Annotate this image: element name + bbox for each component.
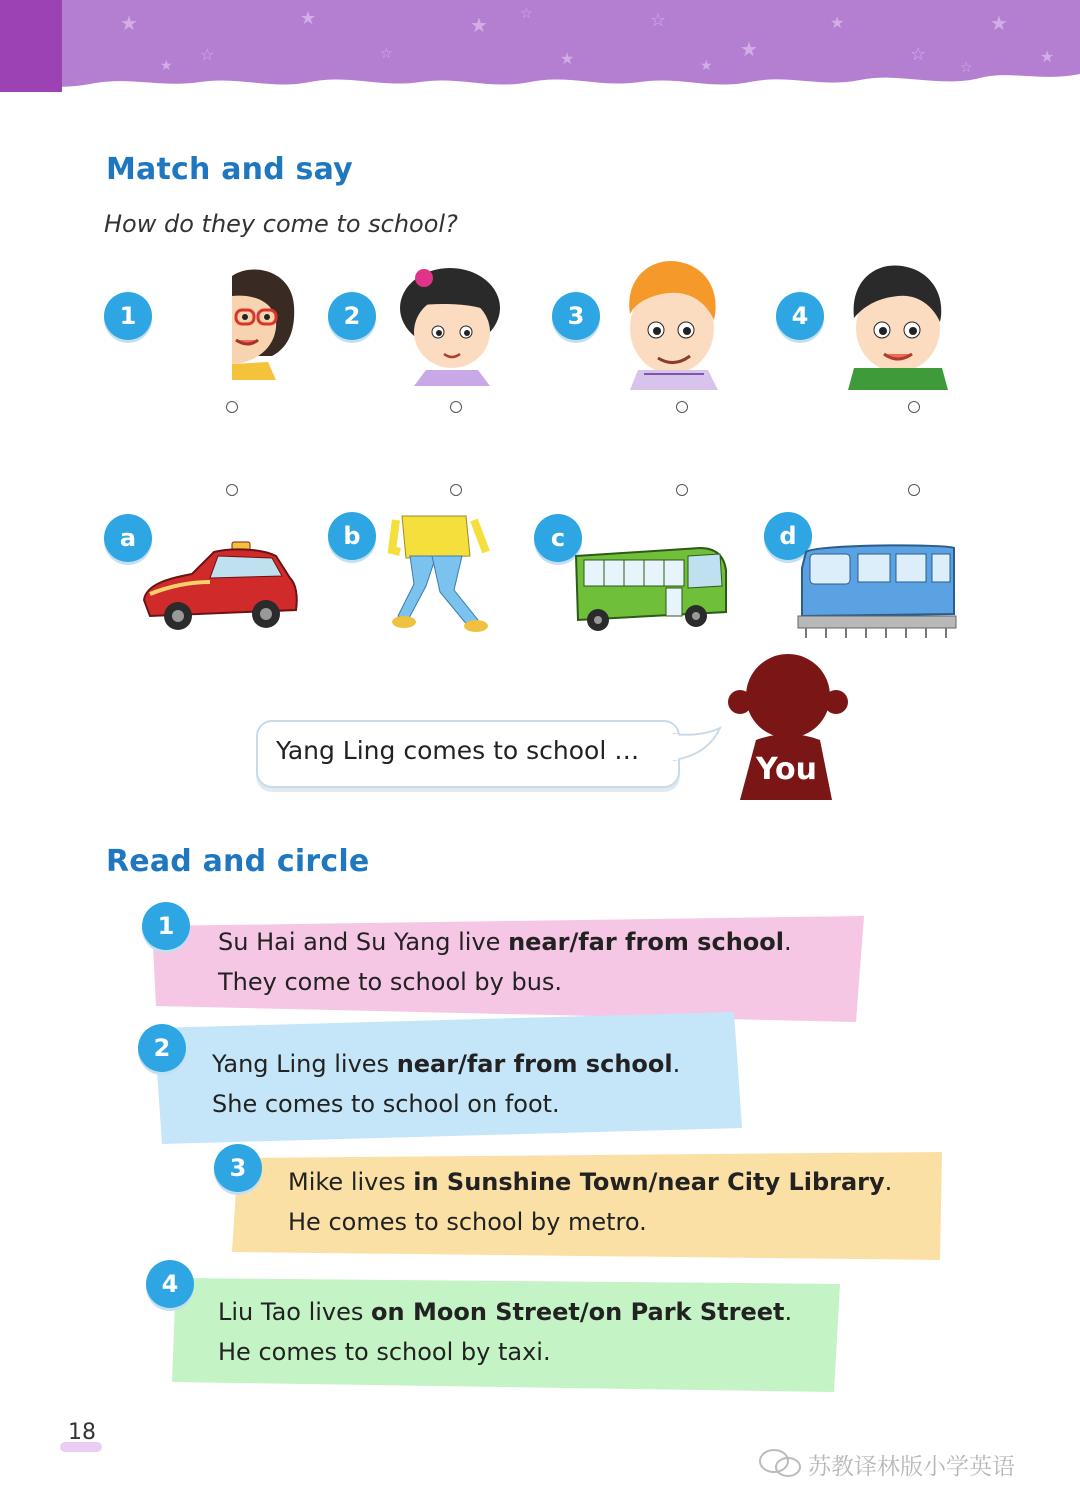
choice-3[interactable]: in Sunshine Town/near City Library — [413, 1168, 885, 1196]
match-dot-person-3[interactable] — [676, 401, 688, 413]
choice-2[interactable]: near/far from school — [396, 1050, 673, 1078]
match-dot-transport-d[interactable] — [908, 484, 920, 496]
transport-letter-a: a — [104, 514, 152, 562]
sentence-number-3: 3 — [214, 1144, 262, 1192]
sentence-4-line-2: He comes to school by taxi. — [218, 1338, 551, 1366]
match-dot-transport-c[interactable] — [676, 484, 688, 496]
page-number: 18 — [68, 1420, 96, 1445]
sentence-number-2: 2 — [138, 1024, 186, 1072]
sentence-3-line-1: Mike lives in Sunshine Town/near City Library. — [288, 1168, 893, 1196]
match-dot-transport-a[interactable] — [226, 484, 238, 496]
match-dot-person-4[interactable] — [908, 401, 920, 413]
svg-text:★: ★ — [300, 8, 317, 29]
watermark-text: 苏教译林版小学英语 — [808, 1454, 1015, 1480]
svg-text:☆: ☆ — [200, 45, 215, 64]
boy-black-hair-illustration — [846, 260, 950, 390]
svg-text:★: ★ — [700, 58, 713, 74]
sentence-3-line-2: He comes to school by metro. — [288, 1208, 647, 1236]
match-question: How do they come to school? — [104, 210, 458, 238]
match-dot-person-2[interactable] — [450, 401, 462, 413]
svg-text:★: ★ — [160, 58, 173, 74]
person-number-1: 1 — [104, 292, 152, 340]
sentence-strip-4-bg — [168, 1274, 848, 1396]
match-dot-person-1[interactable] — [226, 401, 238, 413]
girl-pigtails-illustration — [398, 266, 504, 386]
choice-1[interactable]: near/far from school — [508, 928, 784, 956]
svg-text:★: ★ — [470, 13, 488, 37]
girl-with-glasses-illustration — [232, 266, 302, 380]
svg-text:☆: ☆ — [380, 46, 393, 62]
boy-orange-hair-illustration — [624, 256, 722, 390]
you-label: You — [756, 752, 817, 787]
sentence-1-line-2: They come to school by bus. — [218, 968, 563, 996]
svg-text:★: ★ — [120, 11, 138, 35]
sentence-strip-2-bg — [150, 1008, 750, 1148]
bus-icon — [570, 546, 730, 634]
sentence-number-1: 1 — [142, 902, 190, 950]
svg-text:☆: ☆ — [520, 6, 533, 22]
choice-4[interactable]: on Moon Street/on Park Street — [371, 1298, 785, 1326]
svg-text:☆: ☆ — [910, 44, 927, 65]
svg-text:★: ★ — [740, 37, 758, 61]
transport-letter-d: d — [764, 512, 812, 560]
svg-text:☆: ☆ — [650, 10, 667, 31]
sentence-2-line-1: Yang Ling lives near/far from school. — [212, 1050, 681, 1078]
sentence-1-line-1: Su Hai and Su Yang live near/far from school. — [218, 928, 792, 956]
sentence-4-line-1: Liu Tao lives on Moon Street/on Park Street. — [218, 1298, 793, 1326]
person-number-4: 4 — [776, 292, 824, 340]
sentence-number-4: 4 — [146, 1260, 194, 1308]
svg-text:★: ★ — [1040, 47, 1055, 66]
svg-text:☆: ☆ — [960, 60, 973, 76]
transport-letter-c: c — [534, 514, 582, 562]
svg-text:★: ★ — [990, 11, 1008, 35]
read-section-title: Read and circle — [106, 844, 370, 879]
taxi-icon — [140, 538, 300, 634]
speech-bubble-tail — [670, 726, 722, 766]
person-number-2: 2 — [328, 292, 376, 340]
header-banner — [0, 0, 1080, 96]
sentence-2-line-2: She comes to school on foot. — [212, 1090, 560, 1118]
header-tab — [0, 0, 62, 92]
metro-icon — [796, 542, 958, 640]
transport-letter-b: b — [328, 512, 376, 560]
svg-text:★: ★ — [830, 13, 845, 32]
svg-text:★: ★ — [560, 49, 575, 68]
sentence-strip-3-bg — [228, 1148, 948, 1266]
wechat-icon — [758, 1448, 802, 1478]
walking-icon — [392, 516, 492, 636]
person-number-3: 3 — [552, 292, 600, 340]
match-dot-transport-b[interactable] — [450, 484, 462, 496]
match-section-title: Match and say — [106, 152, 353, 187]
speech-bubble-text: Yang Ling comes to school … — [276, 736, 640, 765]
